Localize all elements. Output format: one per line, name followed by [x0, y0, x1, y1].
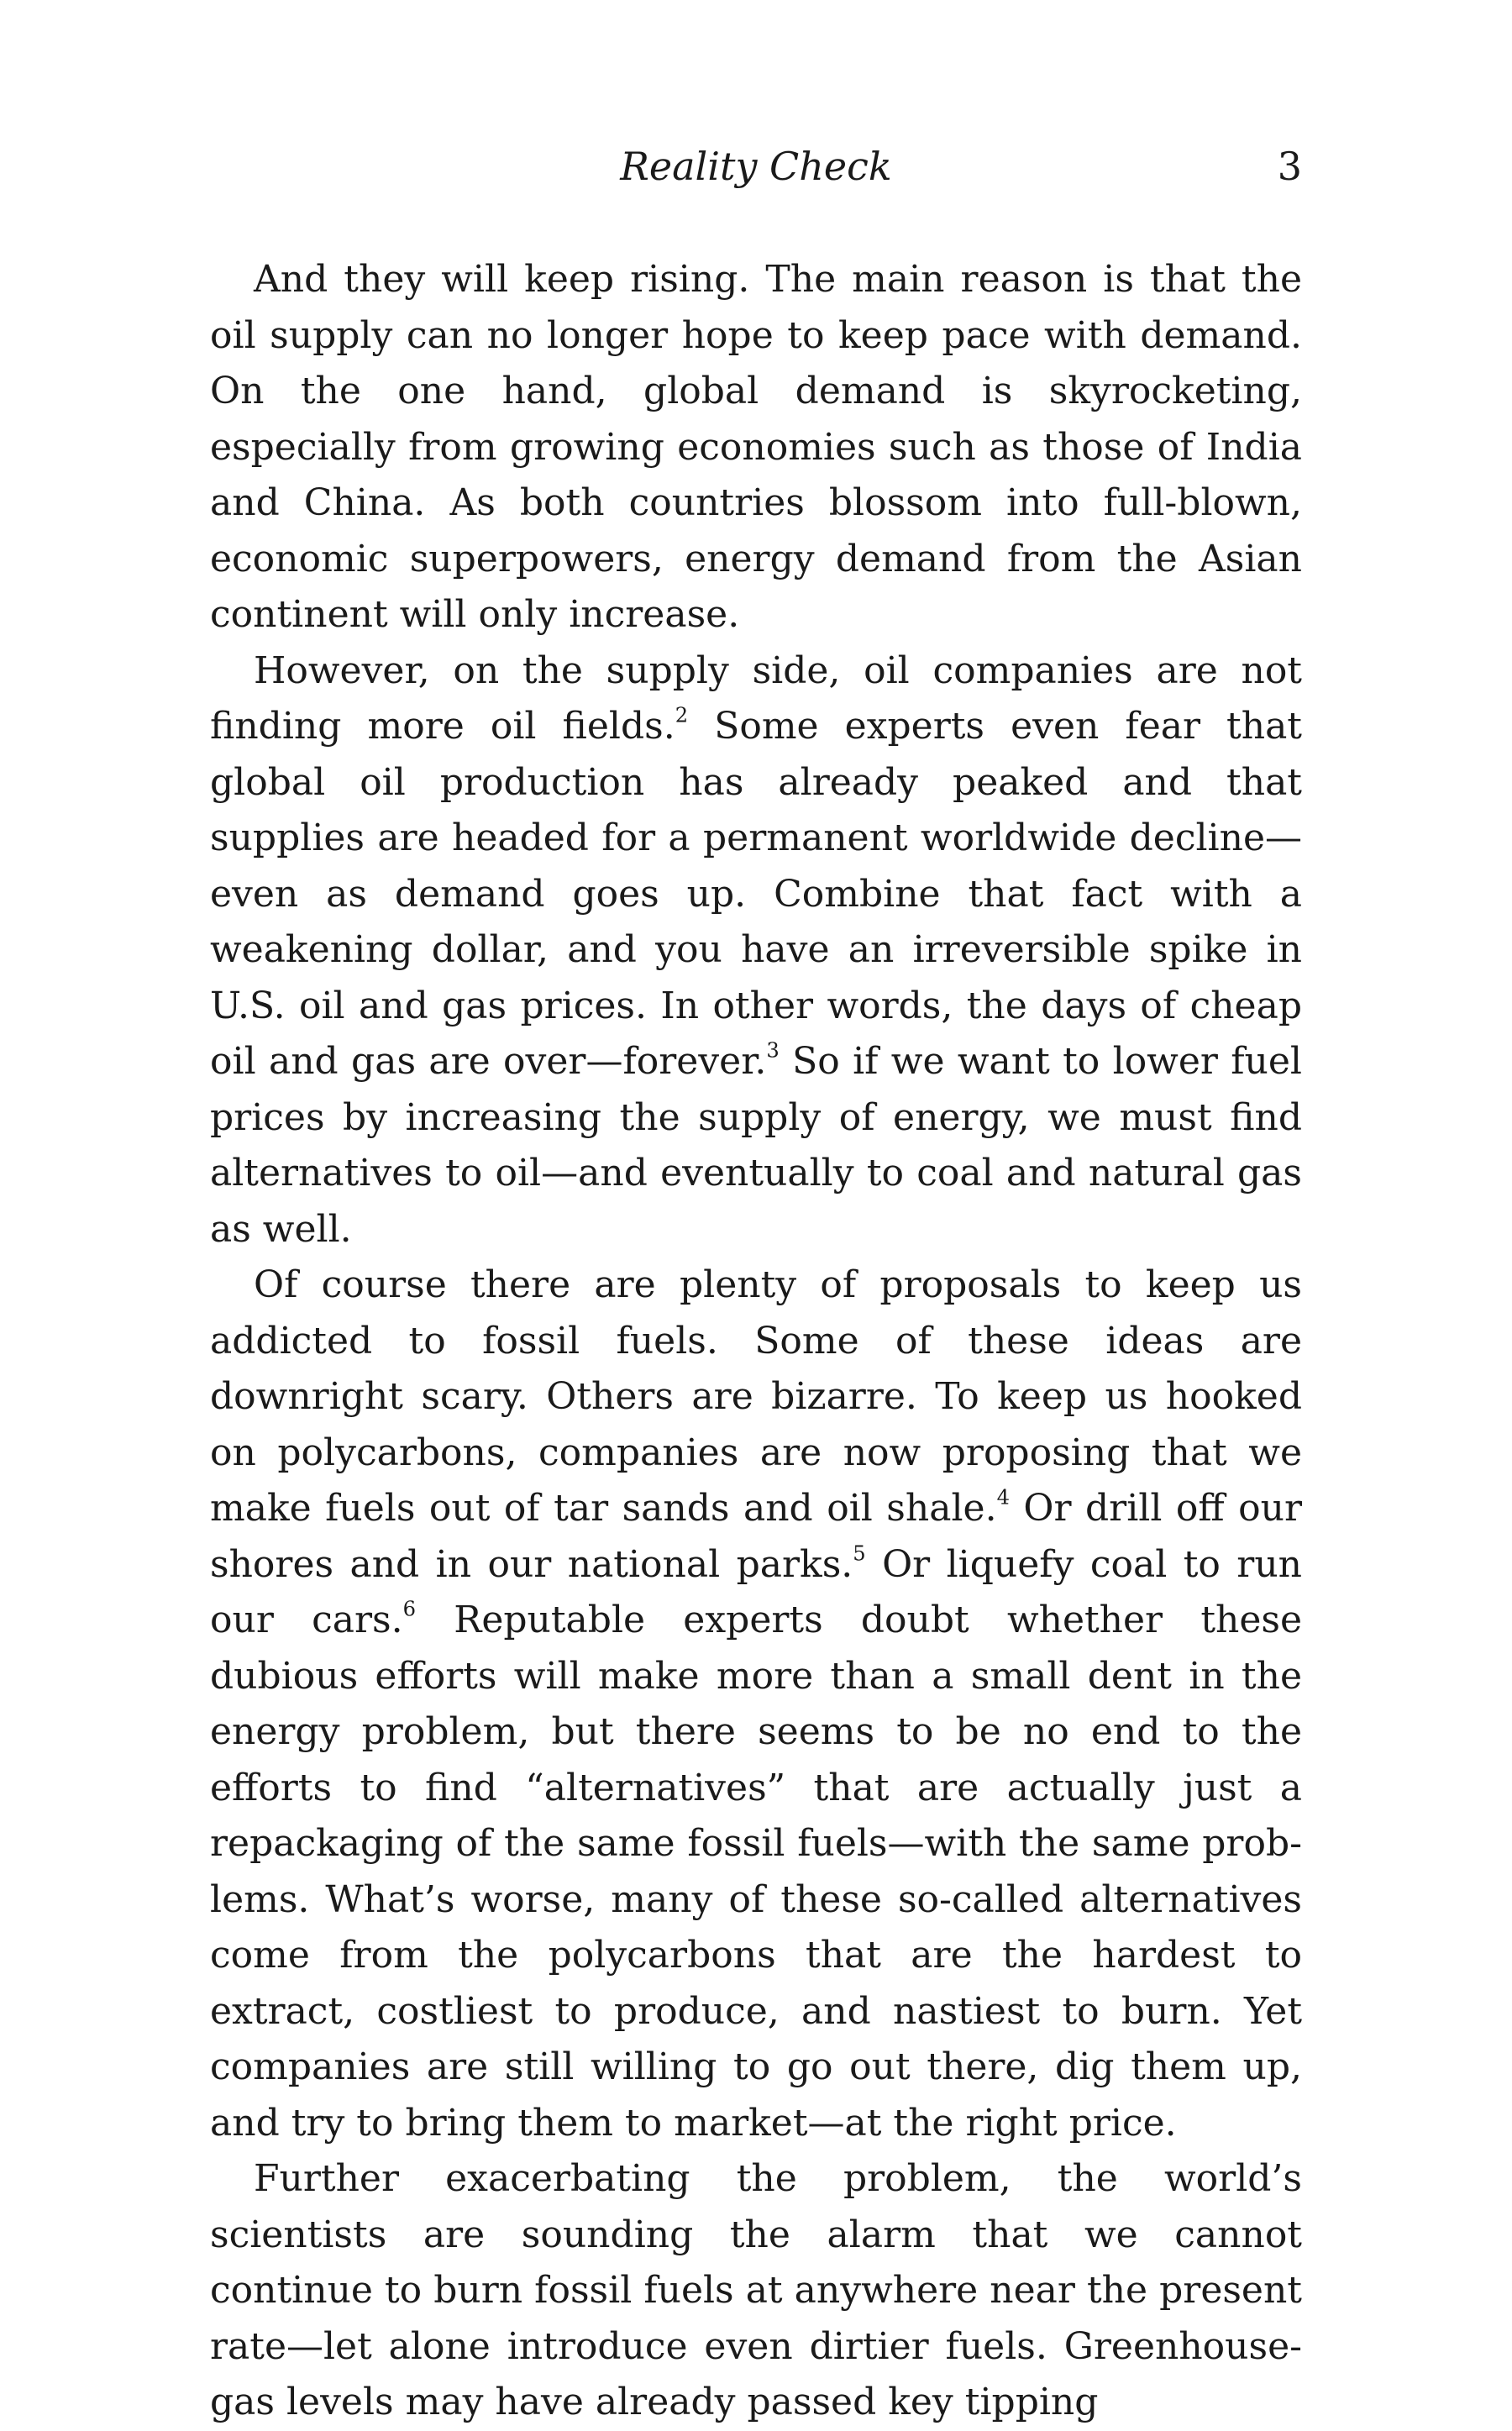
paragraph-4-text: Further exacerbating the problem, the world’s scientists are sounding the alarm that we cannot continue to burn fossil fuels at anywhere near the present rate—let alone introduce even dirtier fuels. Greenhouse-gas levels may have already passed key tipping: [210, 2157, 1302, 2423]
running-title: Reality Check: [620, 144, 892, 189]
paragraph-3: [210, 1258, 1302, 2151]
paragraph-3-text-b: Or drill off our shores and in our national parks.: [210, 1487, 1303, 1586]
paragraph-2: [210, 643, 1302, 1258]
paragraph-3-text-a: Of course there are plenty of proposals to keep us addicted to fossil fuels. Some of these ideas are downright scary. Others are bizarre. To keep us hooked on polycarbons, companies are now proposing that we make fuels out of tar sands and oil shale.: [210, 1263, 1302, 1530]
paragraph-2-text-b: Some experts even fear that global oil production has already peaked and that supplies are headed for a permanent worldwide decline—even as demand goes up. Combine that fact with a weakening dollar, and you have an irreversible spike in U.S. oil and gas prices. In other words, the days of cheap oil and gas are over—forever.: [210, 705, 1302, 1083]
footnote-ref-4: 4: [996, 1485, 1010, 1510]
page-number: 3: [1277, 144, 1302, 189]
footnote-ref-3: 3: [766, 1038, 780, 1063]
paragraph-1: [210, 252, 1302, 643]
footnote-ref-2: 2: [675, 703, 689, 727]
paragraph-1-text: And they will keep rising. The main reason is that the oil supply can no longer hope to keep pace with demand. On the one hand, global demand is skyrocketing, especially from growing economies such as those of India and China. As both countries blossom into full-blown, economic superpowers, energy demand from the Asian continent will only increase.: [210, 258, 1302, 636]
paragraph-4: [210, 2151, 1302, 2431]
paragraph-2-text-c: So if we want to lower fuel prices by increasing the supply of energy, we must find alternatives to oil—and eventually to coal and natural gas as well.: [210, 1040, 1302, 1251]
body-text: [210, 252, 1302, 2431]
paragraph-2-text-a: However, on the supply side, oil companies are not finding more oil fields.: [210, 648, 1302, 748]
footnote-ref-6: 6: [402, 1597, 416, 1621]
footnote-ref-5: 5: [853, 1541, 866, 1566]
paragraph-3-text-c: Or liquefy coal to run our cars.: [210, 1542, 1302, 1641]
running-head: [210, 141, 1302, 192]
paragraph-3-text-d: Reputable experts doubt whether these dubious efforts will make more than a small dent in the energy problem, but there seems to be no end to the efforts to find “alternatives” that are actually just a repackaging of the same fossil fuels—with the same problems. What’s worse, many of these so-called alternatives come from the polycarbons that are the hardest to extract, costliest to produce, and nastiest to burn. Yet companies are still willing to go out there, dig them up, and try to bring them to market—at the right price.: [210, 1599, 1302, 2145]
